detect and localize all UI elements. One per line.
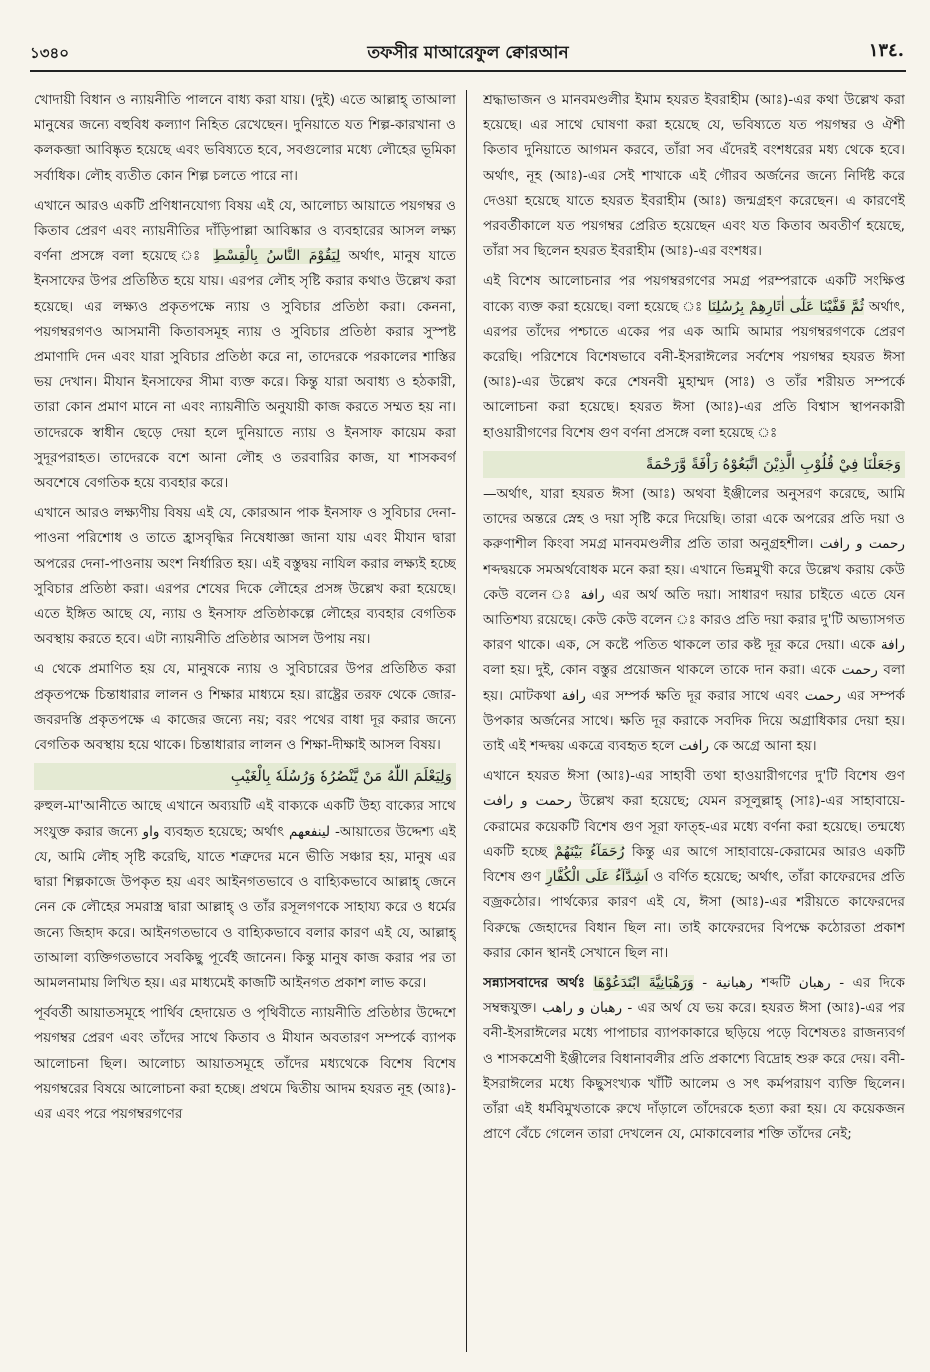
text: এই বিশেষ আলোচনার পর পয়গম্বরগণের সমগ্র পরম্পরাকে একটি সংক্ষিপ্ত বাক্যে ব্যক্ত করা হয়েছে। বলা হয়েছে ঃ bbox=[483, 273, 905, 315]
text: —অর্থাৎ, যারা হযরত ঈসা (আঃ) অথবা ইঞ্জীলের অনুসরণ করেছে, আমি তাদের অন্তরে স্নেহ ও দয়া সৃষ্টি করে দিয়েছি। তারা একে অপরের প্রতি দয়া ও করুণাশীল কিংবা সমগ্র মানবমণ্ডলীর প্রতি তারা অনুগ্রহশীল। bbox=[483, 486, 905, 553]
text: এর অর্থ অতি দয়া। সাধারণ দয়ার চাইতে এতে যেন আতিশয্য রয়েছে। কেউ কেউ বলেন ঃ কারও প্রতি দয়া করার দু'টি অভ্যাসগত কারণ থাকে। এক, সে কষ্টে পতিত থাকলে তার কষ্ট দূর করে দেয়া। একে bbox=[483, 586, 905, 654]
arabic-word: لينفعهم bbox=[288, 823, 331, 840]
arabic-word: رحمت bbox=[841, 662, 878, 679]
paragraph bbox=[483, 764, 905, 966]
text: বলা হয়। মোটকথা bbox=[483, 662, 905, 704]
column-divider bbox=[466, 90, 467, 1352]
paragraph bbox=[34, 194, 456, 496]
paragraph bbox=[483, 971, 905, 1147]
arabic-word: رحمت و رافت bbox=[483, 793, 572, 810]
text: উল্লেখ করা হয়েছে; যেমন রসূলুল্লাহ্ (সাঃ)-এর সাহাবায়ে-কেরামের কয়েকটি বিশেষ গুণ সূরা ফাত্হ-এর মধ্যে বর্ণনা করা হয়েছে। তন্মধ্যে একটি হচ্ছে bbox=[483, 793, 905, 860]
arabic-word: رافة bbox=[580, 586, 605, 603]
surah-number: ١٣٤. bbox=[868, 40, 904, 61]
arabic-verse: لِيَقُوْمَ النَّاسُ بِالْقِسْطِ bbox=[212, 248, 341, 265]
arabic-word: واو bbox=[142, 823, 160, 840]
arabic-verse: وَرَهْبَانِيَّةَ ابْتَدَعُوْهَا bbox=[593, 974, 694, 991]
text: ব্যবহৃত হয়েছে; অর্থাৎ bbox=[164, 823, 285, 840]
text: অর্থাৎ, মানুষ যাতে ইনসাফের উপর প্রতিষ্ঠিত হয়ে যায়। এরপর লৌহ সৃষ্টি করার কথাও উল্লেখ করা হয়েছে। এর লক্ষ্যও প্রকৃতপক্ষে ন্যায় ও সুবিচার প্রতিষ্ঠা করা। কেননা, পয়গম্বরগণও আসমানী কিতাবসমূহ ন্যায় ও সুবিচার প্রতিষ্ঠা করার সুস্পষ্ট প্রমাণাদি দেন এবং যারা সুবিচার প্রতিষ্ঠা করে না, তাদেরকে পরকালের শাস্তির ভয় দেখান। মীযান ইনসাফের সীমা ব্যক্ত করে। কিন্তু যারা অবাধ্য ও হঠকারী, তারা কোন প্রমাণ মানে না এবং ন্যায়নীতি অনুযায়ী কাজ করতে সম্মত হয় না। তাদেরকে স্বাধীন ছেড়ে দেয়া হলে দুনিয়াতে ন্যায় ও ইনসাফ কায়েম করা সুদূরপরাহত। তাদেরকে বশে আনা লৌহ ও তরবারির কাজ, যা শাসকবর্গ অবশেষে বেগতিক হয়ে ব্যবহার করে। bbox=[34, 248, 456, 492]
text: এখানে আরও একটি প্রণিধানযোগ্য বিষয় এই যে, আলোচ্য আয়াতে পয়গম্বর ও কিতাব প্রেরণ এবং ন্যায়নীতির দাঁড়িপাল্লা আবিষ্কার ও ব্যবহারের আসল লক্ষ্য বর্ণনা প্রসঙ্গে বলা হয়েছে ঃ bbox=[34, 197, 456, 265]
arabic-word: رحمت bbox=[804, 687, 841, 704]
paragraph: খোদায়ী বিধান ও ন্যায়নীতি পালনে বাধ্য করা যায়। (দুই) এতে আল্লাহ্ তাআলা মানুষের জন্যে বহুবিধ কল্যাণ নিহিত রেখেছেন। দুনিয়াতে যত শিল্প-কারখানা ও কলকব্জা আবিষ্কৃত হয়েছে এবং ভবিষ্যতে হবে, সবগুলোর মধ্যে লৌহের ভূমিকা সর্বাধিক। লৌহ ব্যতীত কোন শিল্প চলতে পারে না। bbox=[34, 92, 456, 184]
text: এখানে হযরত ঈসা (আঃ)-এর সাহাবী তথা হাওয়ারীগণের দু'টি বিশেষ গুণ bbox=[483, 768, 905, 785]
arabic-verse: وَلِيَعْلَمَ اللّٰهُ مَنْ يَّنْصُرُهٗ وَرُسُلَهٗ بِالْغَيْبِ bbox=[34, 763, 456, 790]
text: কে অগ্রে আনা হয়। bbox=[713, 738, 817, 755]
arabic-verse: رُحَمَآءُ بَيْنَهُمْ bbox=[554, 843, 625, 860]
paragraph: পূর্ববর্তী আয়াতসমূহে পার্থিব হেদায়েত ও পৃথিবীতে ন্যায়নীতি প্রতিষ্ঠার উদ্দেশে পয়গম্বর প্রেরণ এবং তাঁদের সাথে কিতাব ও মীযান অবতারণ সম্পর্কে ব্যাপক আলোচনা ছিল। আলোচ্য আয়াতসমূহে তাঁদের মধ্যথেকে বিশেষ বিশেষ পয়গম্বরের বিষয়ে আলোচনা করা হচ্ছে। প্রথমে দ্বিতীয় আদম হযরত নূহ (আঃ)-এর এবং পরে পয়গম্বরগণের bbox=[34, 1005, 456, 1122]
text: অর্থাৎ, এরপর তাঁদের পশ্চাতে একের পর এক আমি আমার পয়গম্বরগণকে প্রেরণ করেছি। পরিশেষে বিশেষভাবে বনী-ইসরাঈলের সর্বশেষ পয়গম্বর হযরত ঈসা (আঃ)-এর উল্লেখ করে শেষনবী মুহাম্মদ (সাঃ) ও তাঁর শরীয়ত সম্পর্কে আলোচনা করা হয়েছে। হযরত ঈসা (আঃ)-এর প্রতি বিশ্বাস স্থাপনকারী হাওয়ারীগণের বিশেষ গুণ বর্ণনা প্রসঙ্গে বলা হয়েছে ঃ bbox=[483, 298, 905, 441]
text: - এর দিকে সম্বন্ধযুক্ত। bbox=[483, 974, 905, 1017]
text: -আয়াতের উদ্দেশ্য এই যে, আমি লৌহ সৃষ্টি করেছি, যাতে শত্রুদের মনে ভীতি সঞ্চার হয়, মানুষ এর দ্বারা শিল্পকাজে উপকৃত হয় এবং আইনগতভাবে ও বাহ্যিকভাবে আল্লাহ্ জেনে নেন কে লৌহের সমরাস্ত্র দ্বারা আল্লাহ্ ও তাঁর রসূলগণকে সাহায্য করে ও ধর্মের জন্যে জিহাদ করে। আইনগতভাবে ও বাহ্যিকভাবে বলার কারণ এই যে, আল্লাহ্ তাআলা ব্যক্তিগতভাবে সবকিছু পূর্বেই জানেন। কিন্তু মানুষ কাজ করার পর তা আমলনামায় লিখিত হয়। এর মাধ্যমেই কাজটি আইনগত প্রকাশ লাভ করে। bbox=[34, 823, 456, 991]
text: বলা হয়। দুই, কোন বস্তুর প্রয়োজন থাকলে তাকে দান করা। একে bbox=[483, 662, 836, 679]
arabic-verse: وَجَعَلْنَا فِيْ قُلُوْبِ الَّذِيْنَ اتَّبَعُوْهُ رَاْفَةً وَّرَحْمَةً bbox=[483, 451, 905, 478]
paragraph: এ থেকে প্রমাণিত হয় যে, মানুষকে ন্যায় ও সুবিচারের উপর প্রতিষ্ঠিত করা প্রকৃতপক্ষে চিন্তাধারার লালন ও শিক্ষার মাধ্যমে হয়। রাষ্ট্রের তরফ থেকে জোর-জবরদস্তি প্রকৃতপক্ষে এ কাজের জন্যে নয়; বরং পথের বাধা দূর করার জন্যে বেগতিক অবস্থায় হয়ে থাকে। চিন্তাধারার লালন ও শিক্ষা-দীক্ষাই আসল বিষয়। bbox=[34, 661, 456, 754]
page-header bbox=[30, 36, 906, 72]
arabic-word: رحمت و رافت bbox=[819, 536, 905, 553]
text: এর সম্পর্ক উপকার অর্জনের সাথে। ক্ষতি দূর করাকে সবদিক দিয়ে অগ্রাধিকার দেয়া হয়। তাই এই শব্দদ্বয় একত্রে ব্যবহৃত হলে bbox=[483, 687, 905, 755]
arabic-word: رهبان و راهب bbox=[541, 1000, 623, 1017]
arabic-word: رهبان bbox=[798, 974, 831, 991]
paragraph bbox=[34, 794, 456, 996]
arabic-word: رافت bbox=[678, 738, 709, 755]
text: শব্দদ্বয়কে সমঅর্থবোধক মনে করা হয়। এখানে ভিন্নমুখী করে উল্লেখ করায় কেউ কেউ বলেন ঃ bbox=[483, 561, 905, 603]
section-heading: সন্ন্যাসবাদের অর্থঃ bbox=[483, 974, 585, 991]
arabic-verse: ثُمَّ قَفَّيْنَا عَلٰٓى اٰثَارِهِمْ بِرُسُلِنَا bbox=[707, 298, 865, 315]
text: - এর অর্থ যে ভয় করে। হযরত ঈসা (আঃ)-এর পর বনী-ইসরাঈলের মধ্যে পাপাচার ব্যাপকাকারে ছড়িয়ে পড়ে বিশেষতঃ রাজন্যবর্গ ও শাসকশ্রেণী ইঞ্জীলের বিধানাবলীর প্রতি প্রকাশ্যে বিদ্রোহ শুরু করে দেয়। বনী-ইসরাঈলের মধ্যে কিছুসংখ্যক খাঁটি আলেম ও সৎ কর্মপরায়ণ ব্যক্তি ছিলেন। তাঁরা এই ধর্মবিমুখতাকে রুখে দাঁড়ালে তাঁদেরকে হত্যা করা হয়। যে কয়েকজন প্রাণে বেঁচে গেলেন তারা দেখলেন যে, মোকাবেলার শক্তি তাঁদের নেই; bbox=[483, 1000, 905, 1143]
text: - bbox=[702, 974, 708, 991]
arabic-word: رهبانية bbox=[715, 974, 753, 991]
text: এর সম্পর্ক ক্ষতি দূর করার সাথে এবং bbox=[591, 687, 799, 704]
arabic-verse: اَشِدَّآءُ عَلَى الْكُفَّارِ bbox=[545, 869, 649, 886]
text: কিন্তু এর আগে সাহাবায়ে-কেরামের আরও একটি বিশেষ গুণ bbox=[483, 843, 905, 886]
paragraph: শ্রদ্ধাভাজন ও মানবমণ্ডলীর ইমাম হযরত ইবরাহীম (আঃ)-এর কথা উল্লেখ করা হয়েছে। এর সাথে ঘোষণা করা হয়েছে যে, ভবিষ্যতে যত পয়গম্বর ও ঐশী কিতাব দুনিয়াতে আগমন করবে, তাঁরা সব এঁদেরই বংশধরের মধ্য থেকে হবে। অর্থাৎ, নূহ (আঃ)-এর সেই শাখাকে এই গৌরব অর্জনের জন্যে নির্দিষ্ট করে দেওয়া হয়েছে যাতে হযরত ইবরাহীম (আঃ) জন্মগ্রহণ করেছেন। এ কারণেই পরবর্তীকালে যত পয়গম্বর প্রেরিত হয়েছেন এবং যত কিতাব অবতীর্ণ হয়েছে, তাঁরা সব ছিলেন হযরত ইবরাহীম (আঃ)-এর বংশধর। bbox=[483, 92, 905, 260]
book-title: তফসীর মাআরেফুল ক্বোরআন bbox=[367, 43, 569, 63]
paragraph: এখানে আরও লক্ষ্যণীয় বিষয় এই যে, কোরআন পাক ইনসাফ ও সুবিচার দেনা-পাওনা পরিশোধ ও তাতে হ্রাসবৃদ্ধির নিষেধাজ্ঞা জানা যায় এবং মীযান দ্বারা অপরের দেনা-পাওনায় অংশ নির্ধারিত হয়। এই বস্তুদ্বয় নাযিল করার লক্ষ্যই হচ্ছে সুবিচার প্রতিষ্ঠা করা। এরপর শেষের দিকে লৌহের প্রসঙ্গ উল্লেখ করা হয়েছে। এতে ইঙ্গিত আছে যে, ন্যায় ও ইনসাফ প্রতিষ্ঠাকল্পে লৌহের ব্যবহার বেগতিক অবস্থায় করতে হবে। এটা ন্যায়নীতি প্রতিষ্ঠার আসল উপায় নয়। bbox=[34, 505, 456, 648]
left-column bbox=[34, 88, 456, 1356]
arabic-word: رافة bbox=[880, 637, 905, 654]
text: শব্দটি bbox=[761, 974, 791, 991]
arabic-word: رافة bbox=[561, 687, 586, 704]
text: ও বর্ণিত হয়েছে; অর্থাৎ, তাঁরা কাফেরদের প্রতি বজ্রকঠোর। পার্থক্যের কারণ এই যে, ঈসা (আঃ)-এর শরীয়তে কাফেরদের বিরুদ্ধে জেহাদের বিধান ছিল না। তাই কাফেরদের বিপক্ষে কঠোরতা প্রকাশ করার কোন স্থানই সেখানে ছিল না। bbox=[483, 869, 905, 961]
paragraph bbox=[483, 482, 905, 759]
right-column bbox=[483, 88, 905, 1356]
page-number: ১৩৪০ bbox=[30, 44, 69, 62]
text: রুহুল-মা'আনীতে আছে এখানে অব্যয়টি এই বাক্যকে একটি উহ্য বাক্যের সাথে সংযুক্ত করার জন্যে bbox=[34, 798, 456, 840]
paragraph bbox=[483, 269, 905, 445]
